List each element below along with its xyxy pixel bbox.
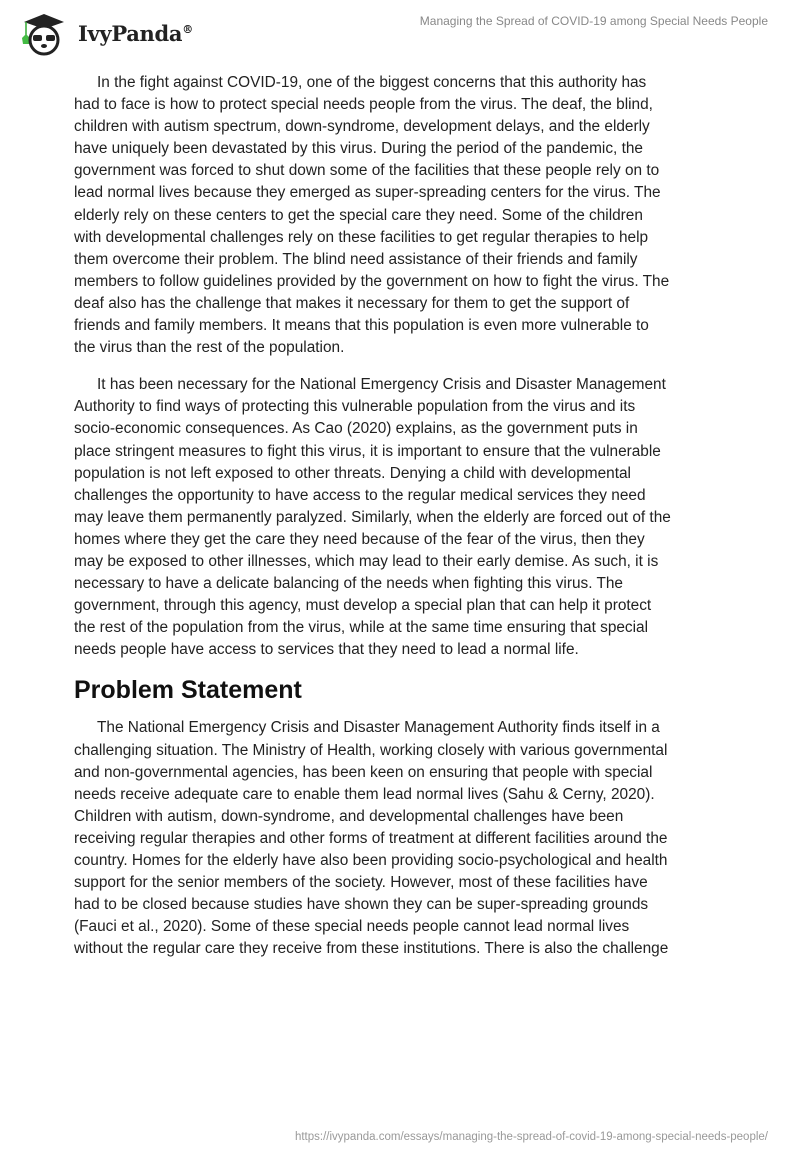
text-line: place stringent measures to fight this virus, it is important to ensure that the vulnerable xyxy=(74,442,661,460)
text-line: had to face is how to protect special needs people from the virus. The deaf, the blind, xyxy=(74,96,653,114)
paragraphs-after xyxy=(74,717,734,960)
panda-logo-icon xyxy=(18,10,70,56)
text-line: receiving regular therapies and other forms of treatment at different facilities around the xyxy=(74,829,668,847)
text-line: and non-governmental agencies, has been keen on ensuring that people with special xyxy=(74,763,653,781)
text-line: with developmental challenges rely on these facilities to get regular therapies to help xyxy=(74,228,649,246)
text-line: lead normal lives because they emerged as super-spreading centers for the virus. The xyxy=(74,184,661,202)
text-line: may be exposed to other illnesses, which may lead to their early demise. As such, it is xyxy=(74,552,659,570)
essay-content xyxy=(74,72,734,975)
text-line: deaf also has the challenge that makes it necessary for them to get the support of xyxy=(74,294,630,312)
paragraph xyxy=(74,72,734,359)
text-line: government, through this agency, must develop a special plan that can help it protect xyxy=(74,597,652,615)
text-line: homes where they get the care they need because of the fear of the virus, then they xyxy=(74,530,645,548)
logo-text: IvyPanda® xyxy=(78,20,193,46)
text-line: necessary to have a delicate balancing of the needs when fighting this virus. The xyxy=(74,575,623,593)
text-line: support for the senior members of the society. However, most of these facilities have xyxy=(74,874,648,892)
text-line: (Fauci et al., 2020). Some of these special needs people cannot lead normal lives xyxy=(74,918,630,936)
paragraph xyxy=(74,374,734,661)
text-line: Authority to find ways of protecting this vulnerable population from the virus and its xyxy=(74,398,636,416)
text-line: without the regular care they receive from these institutions. There is also the challenge xyxy=(74,940,669,958)
text-line: population is not left exposed to other threats. Denying a child with developmental xyxy=(74,464,631,482)
text-line: elderly rely on these centers to get the special care they need. Some of the children xyxy=(74,206,643,224)
text-line: needs people have access to services that they need to lead a normal life. xyxy=(74,641,579,659)
page-header xyxy=(0,0,800,60)
source-url[interactable]: https://ivypanda.com/essays/managing-the-spread-of-covid-19-among-special-needs-people/ xyxy=(294,1131,768,1143)
text-line: Children with autism, down-syndrome, and developmental challenges have been xyxy=(74,807,624,825)
text-line: needs receive adequate care to enable them lead normal lives (Sahu & Cerny, 2020). xyxy=(74,785,655,803)
text-line: In the fight against COVID-19, one of the biggest concerns that this authority has xyxy=(97,74,647,91)
text-line: had to be closed because studies have shown they can be super-spreading grounds xyxy=(74,896,649,914)
text-line: have uniquely been devastated by this virus. During the period of the pandemic, the xyxy=(74,140,643,158)
text-line: the rest of the population from the virus, while at the same time ensuring that special xyxy=(74,619,649,637)
ivypanda-logo[interactable] xyxy=(18,10,193,56)
text-line: government was forced to shut down some of the facilities that these people rely on to xyxy=(74,162,660,180)
text-line: socio-economic consequences. As Cao (2020) explains, as the government puts in xyxy=(74,420,638,438)
text-line: country. Homes for the elderly have also been providing socio-psychological and health xyxy=(74,852,668,869)
text-line: the virus than the rest of the population. xyxy=(74,339,345,357)
text-line: It has been necessary for the National Emergency Crisis and Disaster Management xyxy=(97,376,666,394)
text-line: members to follow guidelines provided by the government on how to fight the virus. The xyxy=(74,272,670,290)
document-title: Managing the Spread of COVID-19 among Special Needs People xyxy=(419,14,768,28)
section-heading: Problem Statement xyxy=(74,676,302,705)
paragraphs-before xyxy=(74,72,734,661)
text-line: The National Emergency Crisis and Disaster Management Authority finds itself in a xyxy=(97,719,660,737)
text-line: friends and family members. It means that this population is even more vulnerable to xyxy=(74,317,649,335)
text-line: challenging situation. The Ministry of Health, working closely with various governmental xyxy=(74,741,668,759)
text-line: children with autism spectrum, down-syndrome, development delays, and the elderly xyxy=(74,118,650,136)
text-line: challenges the opportunity to have access to the regular medical services they need xyxy=(74,486,646,504)
text-line: them overcome their problem. The blind need assistance of their friends and family xyxy=(74,250,638,268)
paragraph xyxy=(74,717,734,960)
text-line: may leave them permanently paralyzed. Similarly, when the elderly are forced out of the xyxy=(74,508,671,526)
